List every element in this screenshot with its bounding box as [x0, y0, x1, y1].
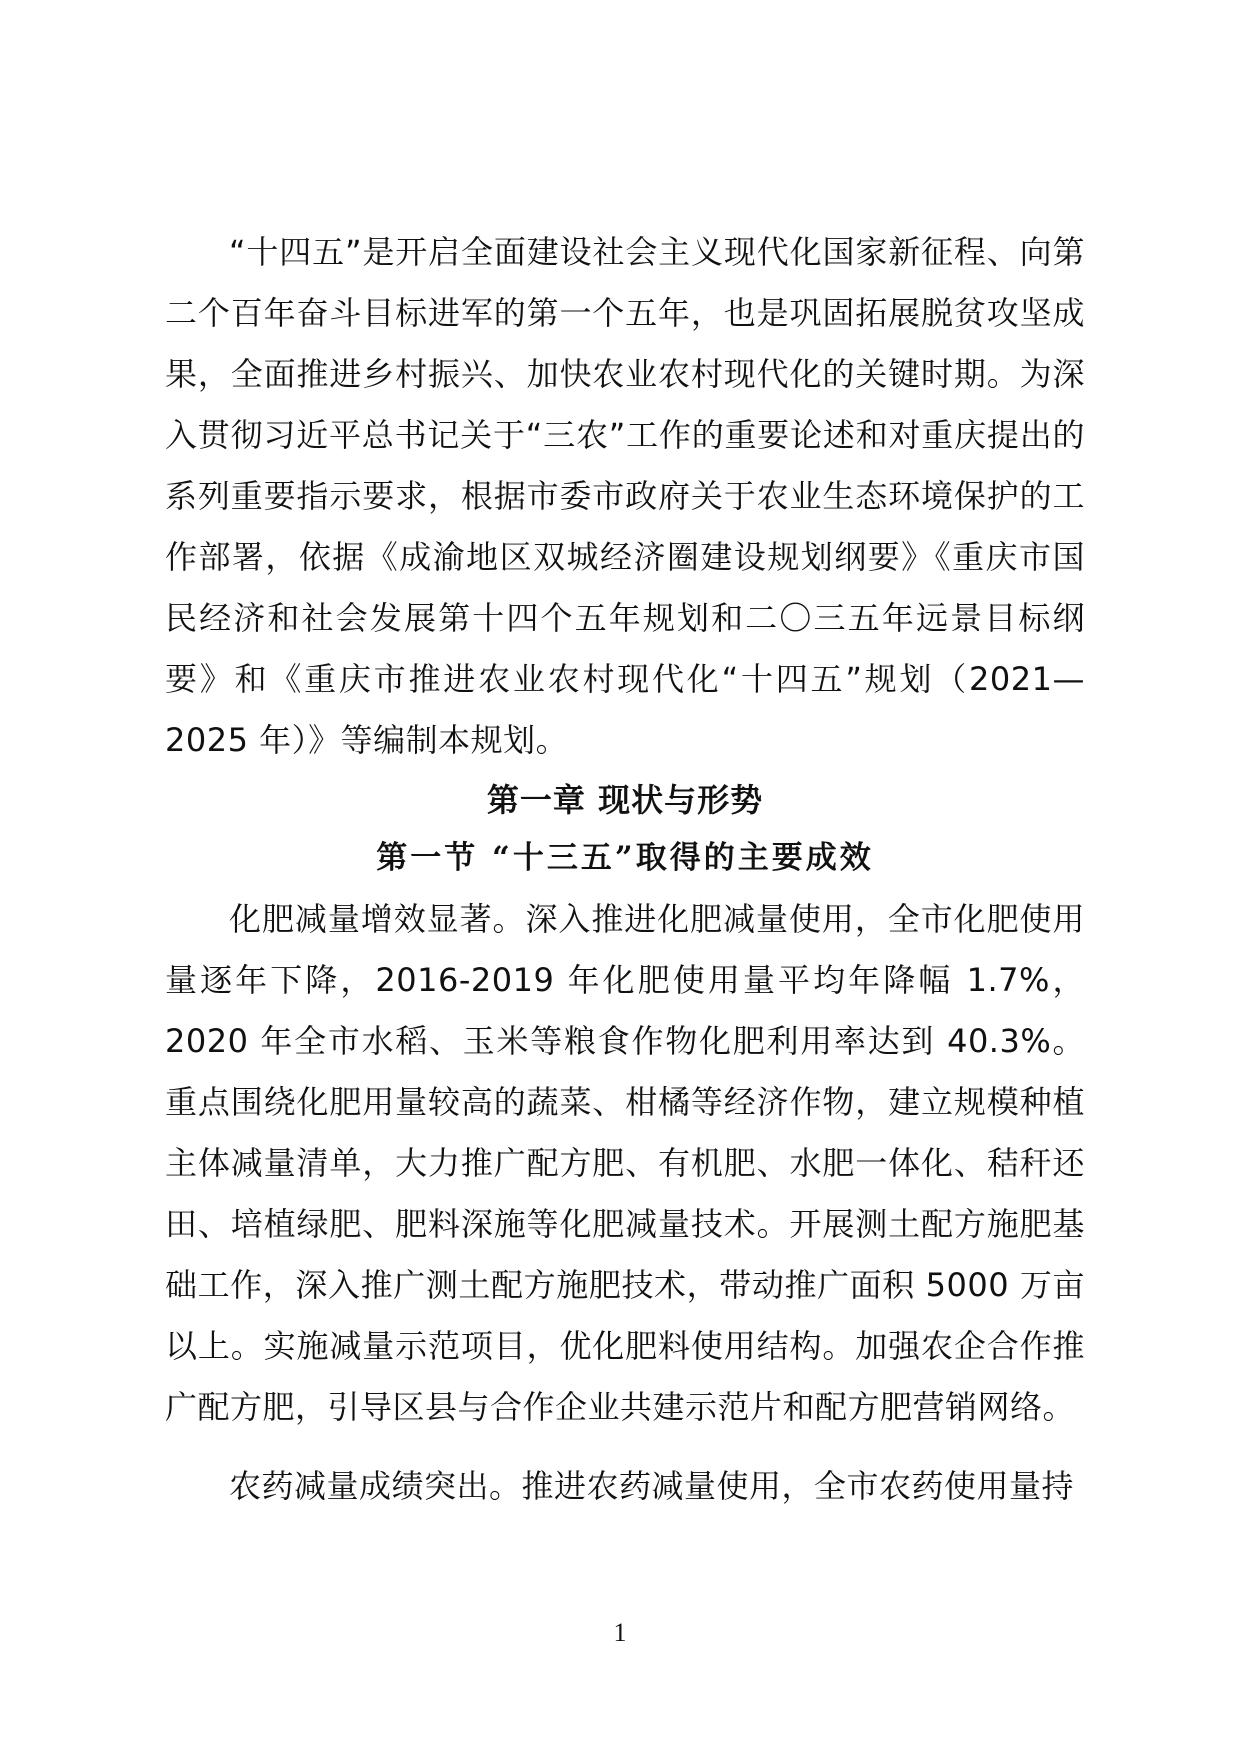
paragraph-fertilizer: 化肥减量增效显著。深入推进化肥减量使用，全市化肥使用量逐年下降，2016-2019 年化肥使用量平均年降幅 1.7%，2020 年全市水稻、玉米等粮食作物化肥利用率达到 40.3%。重点围绕化肥用量较高的蔬菜、柑橘等经济作物，建立规模种植主体减量清单，大力推广配方肥、有机肥、水肥一体化、秸秆还田、培植绿肥、肥料深施等化肥减量技术。开展测土配方施肥基础工作，深入推广测土配方施肥技术，带动推广面积 5000 万亩以上。实施减量示范项目，优化肥料使用结构。加强农企合作推广配方肥，引导区县与合作企业共建示范片和配方肥营销网络。 — [165, 900, 1085, 1426]
intro-paragraph: “十四五”是开启全面建设社会主义现代化国家新征程、向第二个百年奋斗目标进军的第一个五年，也是巩固拓展脱贫攻坚成果，全面推进乡村振兴、加快农业农村现代化的关键时期。为深入贯彻习近平总书记关于“三农”工作的重要论述和对重庆提出的系列重要指示要求，根据市委市政府关于农业生态环境保护的工作部署，依据《成渝地区双城经济圈建设规划纲要》《重庆市国民经济和社会发展第十四个五年规划和二〇三五年远景目标纲要》和《重庆市推进农业农村现代化“十四五”规划（2021—2025 年）》等编制本规划。 — [165, 233, 1085, 759]
paragraph-pesticide: 农药减量成绩突出。推进农药减量使用，全市农药使用量持 — [229, 1467, 1075, 1505]
page-number: 1 — [613, 1618, 627, 1647]
section-title: 第一节 “十三五”取得的主要成效 — [376, 840, 874, 876]
chapter-title: 第一章 现状与形势 — [486, 781, 764, 819]
document-body — [165, 222, 1085, 1517]
